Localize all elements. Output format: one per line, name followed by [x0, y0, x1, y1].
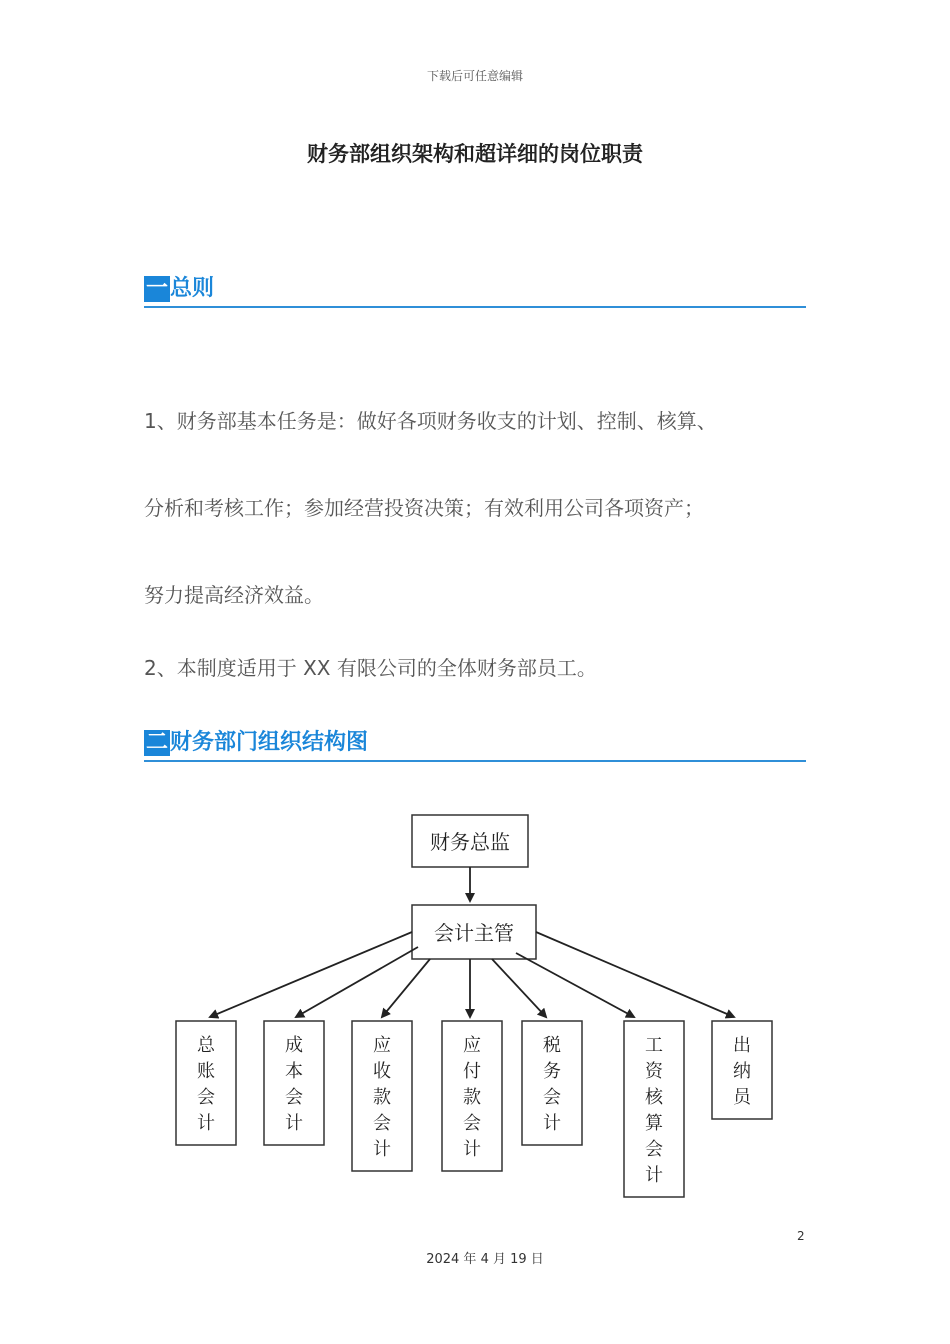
org-node-label: 总账会计 — [197, 1035, 215, 1134]
org-node-leaf — [176, 1021, 236, 1145]
org-node-leaf — [522, 1021, 582, 1145]
section-heading-general — [144, 276, 806, 308]
org-node-leaf — [442, 1021, 502, 1171]
org-connector — [296, 947, 418, 1017]
org-chart-diagram — [160, 805, 800, 1205]
section-title: 财务部门组织结构图 — [170, 730, 369, 755]
org-node-label: 应付款会计 — [463, 1035, 481, 1160]
org-node-finance-director — [412, 815, 528, 867]
org-node-leaf — [624, 1021, 684, 1197]
document-title: 财务部组织架构和超详细的岗位职责 — [307, 142, 643, 166]
org-connector — [210, 932, 412, 1017]
paragraph: 努力提高经济效益。 — [144, 583, 324, 607]
org-node-leaf — [712, 1021, 772, 1119]
org-node-label: 工资核算会计 — [645, 1035, 663, 1186]
org-connector — [516, 953, 634, 1017]
header-watermark: 下载后可任意编辑 — [426, 69, 523, 83]
org-node-label: 成本会计 — [285, 1035, 303, 1134]
org-connector — [382, 959, 430, 1017]
org-node-leaf — [264, 1021, 324, 1145]
org-connector — [492, 959, 546, 1017]
org-node-label: 会计主管 — [434, 921, 514, 945]
org-connector — [536, 932, 734, 1017]
org-node-label: 税务会计 — [543, 1035, 561, 1134]
org-node-label: 财务总监 — [430, 830, 510, 854]
org-node-label: 应收款会计 — [373, 1035, 391, 1160]
paragraph: 2、本制度适用于 XX 有限公司的全体财务部员工。 — [144, 656, 597, 680]
paragraph: 分析和考核工作；参加经营投资决策；有效利用公司各项资产； — [144, 496, 704, 520]
section-number: 二 — [146, 730, 169, 755]
section-number: 一 — [146, 276, 169, 301]
paragraph: 1、财务部基本任务是：做好各项财务收支的计划、控制、核算、 — [144, 409, 717, 433]
org-node-label: 出纳员 — [733, 1035, 751, 1108]
org-node-accounting-supervisor — [412, 905, 536, 959]
section-title: 总则 — [170, 276, 215, 301]
footer-date: 2024 年 4 月 19 日 — [426, 1252, 544, 1267]
section-heading-org-chart — [144, 730, 806, 762]
org-node-leaf — [352, 1021, 412, 1171]
page-number: 2 — [797, 1229, 805, 1243]
